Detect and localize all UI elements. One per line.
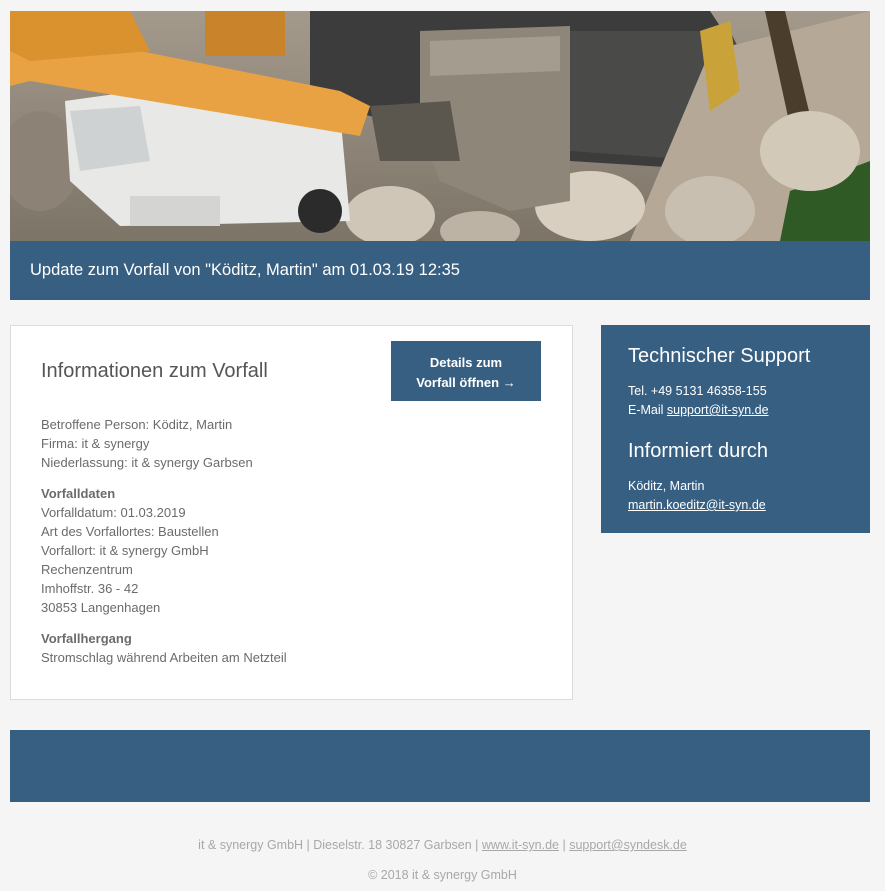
incident-card: [10, 325, 573, 700]
company: Firma: it & synergy: [41, 436, 150, 451]
affected-person: Betroffene Person: Köditz, Martin: [41, 417, 233, 432]
footer-email-link[interactable]: support@syndesk.de: [569, 838, 687, 852]
support-title: Technischer Support: [628, 345, 811, 367]
incident-location-line1: Vorfallort: it & synergy GmbH: [41, 543, 209, 558]
update-title: Update zum Vorfall von "Köditz, Martin" am 01.03.19 12:35: [30, 261, 460, 279]
incident-course: Stromschlag während Arbeiten am Netzteil: [41, 650, 287, 665]
incident-data-heading: Vorfalldaten: [41, 486, 116, 501]
incident-location-line4: 30853 Langenhagen: [41, 600, 161, 615]
footer-address-line: [0, 838, 885, 852]
incident-card-title: Informationen zum Vorfall: [41, 360, 268, 382]
support-phone: Tel. +49 5131 46358-155: [628, 384, 767, 398]
informed-by-email-line: [628, 496, 766, 515]
support-email-label: E-Mail: [628, 403, 667, 417]
footer-address: it & synergy GmbH | Dieselstr. 18 30827 Garbsen |: [198, 838, 482, 852]
open-details-button-line1: Details zum: [429, 355, 503, 370]
open-details-button-line2: Vorfall öffnen →: [416, 375, 516, 390]
hero-illustration: [10, 11, 870, 241]
incident-location-type: Art des Vorfallortes: Baustellen: [41, 524, 219, 539]
incident-date: Vorfalldatum: 01.03.2019: [41, 505, 186, 520]
incident-course-heading: Vorfallhergang: [41, 631, 132, 646]
informed-by-email-link[interactable]: martin.koeditz@it-syn.de: [628, 498, 766, 512]
footer-separator: |: [559, 838, 570, 852]
support-email-line: [628, 401, 769, 420]
branch: Niederlassung: it & synergy Garbsen: [41, 455, 253, 470]
incident-location-line2: Rechenzentrum: [41, 562, 133, 577]
incident-location-line3: Imhoffstr. 36 - 42: [41, 581, 139, 596]
hero-image: [10, 11, 870, 241]
footer-website-link[interactable]: www.it-syn.de: [481, 838, 559, 852]
incident-info: [41, 415, 287, 667]
open-details-button[interactable]: [391, 341, 541, 401]
footer-bar: [10, 730, 870, 802]
informed-by-title: Informiert durch: [628, 440, 769, 462]
update-banner: [10, 241, 870, 300]
informed-by-name: Köditz, Martin: [628, 479, 705, 493]
copyright: © 2018 it & synergy GmbH: [368, 868, 517, 882]
support-email-link[interactable]: support@it-syn.de: [666, 403, 769, 417]
support-box: [601, 325, 870, 533]
